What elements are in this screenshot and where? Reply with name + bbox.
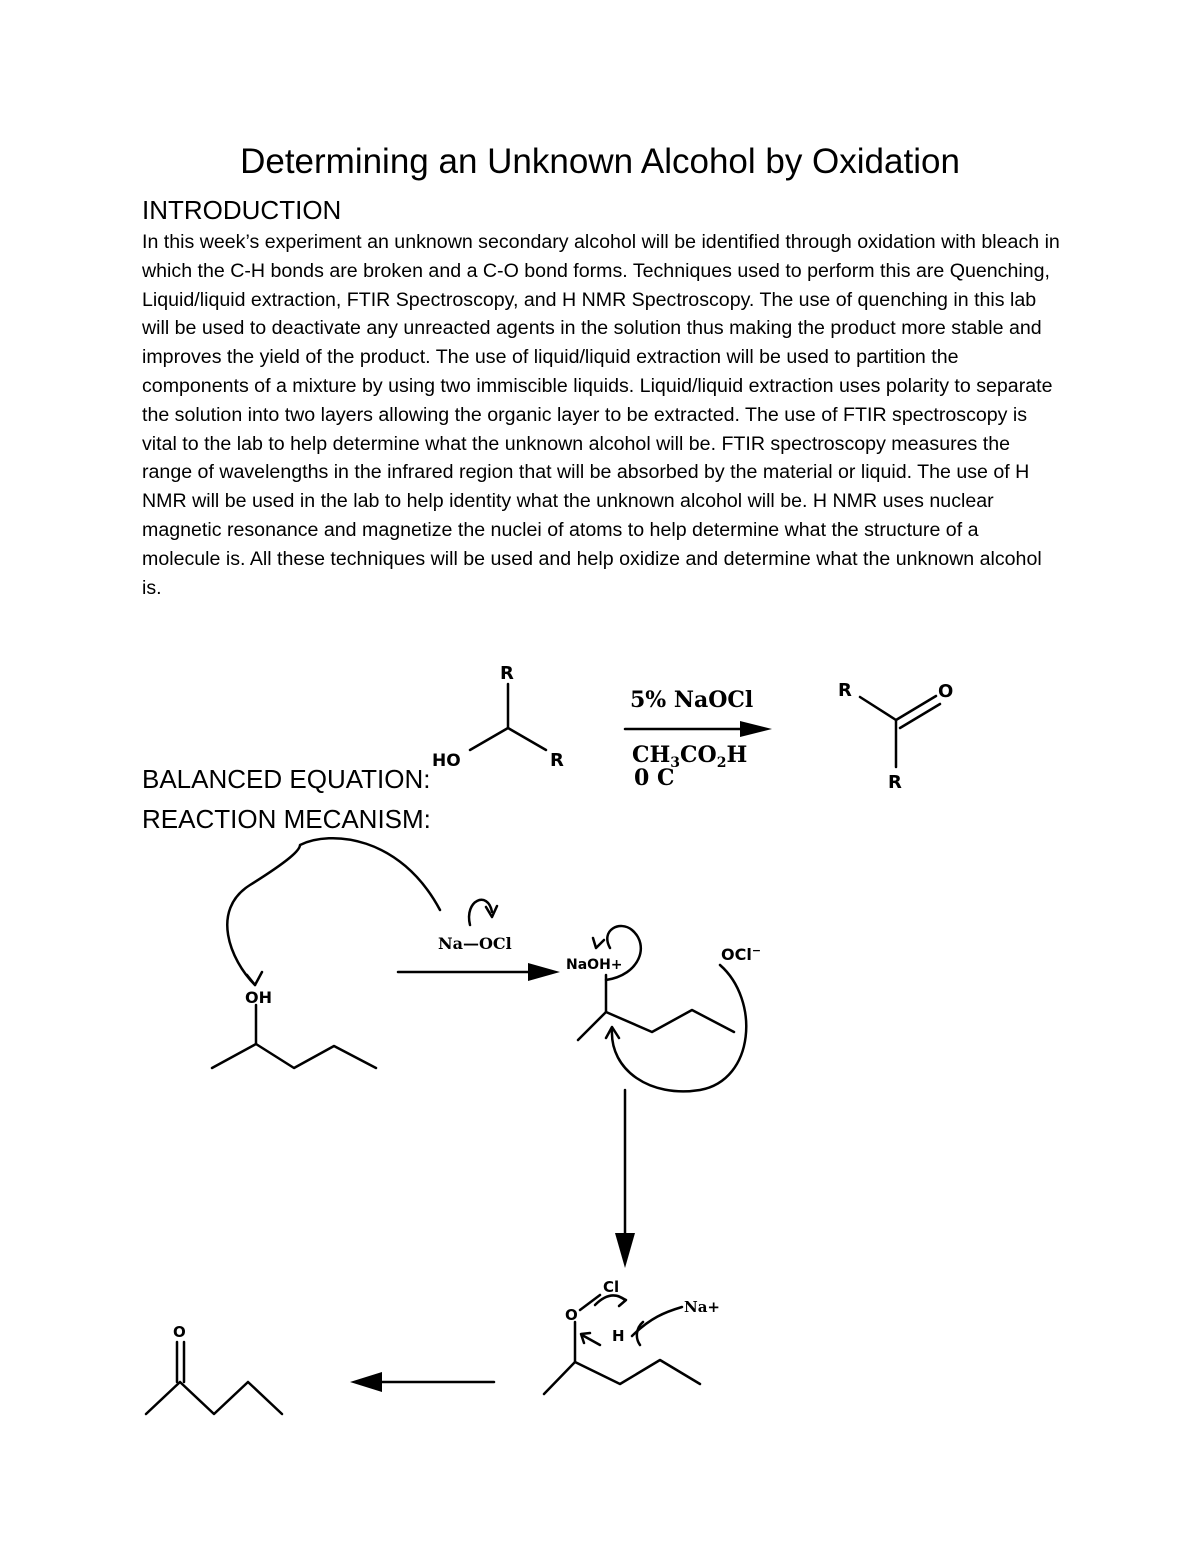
mechanism-cl: Cl — [603, 1278, 620, 1296]
mechanism-hypochlorite: OCl− — [721, 944, 762, 964]
mechanism-h: H — [612, 1327, 625, 1345]
reactant-r-top: R — [500, 663, 514, 684]
product-r-left: R — [838, 680, 852, 701]
product-o: O — [938, 681, 954, 702]
reaction-condition: 0 C — [634, 765, 675, 791]
balanced-equation-heading: BALANCED EQUATION: — [142, 764, 431, 794]
product-r-bottom: R — [888, 772, 902, 793]
reagent-acetic-acid: $CH_3CO_2H$ — [632, 742, 748, 771]
mechanism-reagent-naocl: Na—OCl — [438, 934, 512, 953]
page-title: Determining an Unknown Alcohol by Oxidation — [240, 142, 960, 181]
reaction-mechanism-heading: REACTION MECANISM: — [142, 804, 431, 834]
mechanism-oh: OH — [245, 988, 272, 1007]
introduction-body: In this week’s experiment an unknown secondary alcohol will be identified through oxidation with bleach in which the C-H bonds are broken and a C-O bond forms. Techniques used to perform this are Quenching, Liquid/liquid extraction, FTIR Spectroscopy, and H NMR Spectroscopy. The use of quenching in this lab will be used to deactivate any unreacted agents in the solution thus making the product more stable and improves the yield of the product. The use of liquid/liquid extraction will be used to partition the components of a mixture by using two immiscible liquids. Liquid/liquid extraction uses polarity to separate the solution into two layers allowing the organic layer to be extracted. The use of FTIR spectroscopy is vital to the lab to help determine what the unknown alcohol will be. FTIR spectroscopy measures the range of wavelengths in the infrared region that will be absorbed by the material or liquid. The use of H NMR will be used in the lab to help identity what the unknown alcohol will be. H NMR uses nuclear magnetic resonance and magnetize the nuclei of atoms to help determine what the structure of a molecule is. All these techniques will be used and help oxidize and determine what the unknown alcohol is. — [142, 231, 1060, 599]
reactant-r-right: R — [550, 750, 564, 771]
introduction-heading: INTRODUCTION — [142, 195, 342, 225]
mechanism-na: Na+ — [684, 1298, 720, 1316]
mechanism-product-o: O — [173, 1323, 186, 1341]
reagent-naocl: 5% NaOCl — [630, 687, 754, 713]
reactant-ho: HO — [432, 751, 461, 771]
mechanism-o: O — [565, 1306, 578, 1324]
mechanism-naoh: NaOH+ — [566, 957, 623, 973]
